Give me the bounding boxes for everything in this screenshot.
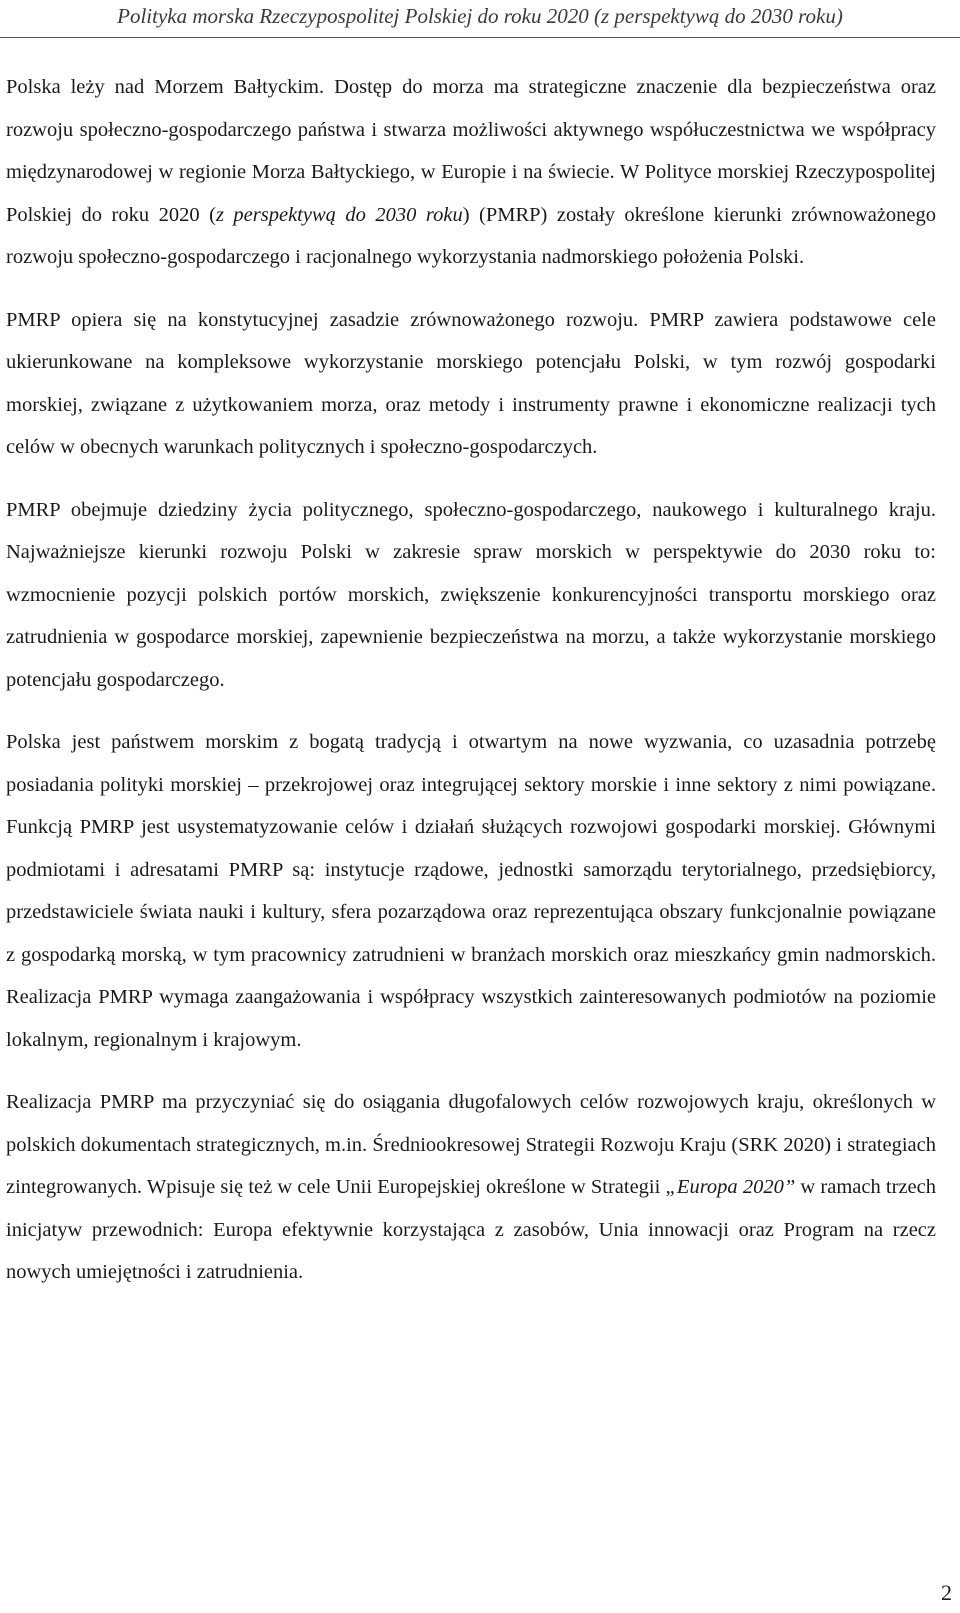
paragraph-1 [6,66,936,279]
paragraph-5-italic-title: „Europa 2020” [665,1176,796,1198]
header-divider [0,37,960,38]
paragraph-5-text-a: Realizacja PMRP ma przyczyniać się do osiągania długofalowych celów rozwojowych kraju, określonych w polskich dokumentach strategicznych, m.in. Średniookresowej Strategii Rozwoju Kraju (SRK 2020) i strategiach zintegrowanych. Wpisuje się też w cele Unii Europejskiej określone w Strategii [6,1091,936,1198]
paragraph-3: PMRP obejmuje dziedziny życia politycznego, społeczno-gospodarczego, naukowego i kulturalnego kraju. Najważniejsze kierunki rozwoju Polski w zakresie spraw morskich w perspektywie do 2030 roku to: wzmocnienie pozycji polskich portów morskich, zwiększenie konkurencyjności transportu morskiego oraz zatrudnienia w gospodarce morskiej, zapewnienie bezpieczeństwa na morzu, a także wykorzystanie morskiego potencjału gospodarczego. [6,498,936,691]
paragraph-4: Polska jest państwem morskim z bogatą tradycją i otwartym na nowe wyzwania, co uzasadnia potrzebę posiadania polityki morskiej – przekrojowej oraz integrującej sektory morskie i inne sektory z nimi powiązane. Funkcją PMRP jest usystematyzowanie celów i działań służących rozwojowi gospodarki morskiej. Głównymi podmiotami i adresatami PMRP są: instytucje rządowe, jednostki samorządu terytorialnego, przedsiębiorcy, przedstawiciele świata nauki i kultury, sfera pozarządowa oraz reprezentująca obszary funkcjonalnie powiązane z gospodarką morską, w tym pracownicy zatrudnieni w branżach morskich oraz mieszkańcy gmin nadmorskich. Realizacja PMRP wymaga zaangażowania i współpracy wszystkich zainteresowanych podmiotów na poziomie lokalnym, regionalnym i krajowym. [6,731,936,1051]
paragraph-1-text-c: ) (PMRP) zostały określone kierunki zrównoważonego rozwoju społeczno-gospodarczego i racjonalnego wykorzystania nadmorskiego położenia Polski. [6,203,937,268]
paragraph-5-text-c: w ramach trzech inicjatyw przewodnich: Europa efektywnie korzystająca z zasobów, Unia innowacji oraz Program na rzecz nowych umiejętności i zatrudnienia. [6,1176,936,1283]
paragraph-5 [6,1081,936,1294]
paragraph-1-text-a: Polska leży nad Morzem Bałtyckim. Dostęp do morza ma strategiczne znaczenie dla bezpieczeństwa oraz rozwoju społeczno-gospodarczego państwa i stwarza możliwości aktywnego współuczestnictwa we współpracy międzynarodowej w regionie Morza Bałtyckiego, w Europie i na świecie. W Polityce morskiej Rzeczypospolitej Polskiej do roku 2020 ( [6,76,936,226]
paragraph-2: PMRP opiera się na konstytucyjnej zasadzie zrównoważonego rozwoju. PMRP zawiera podstawowe cele ukierunkowane na kompleksowe wykorzystanie morskiego potencjału Polski, w tym rozwój gospodarki morskiej, związane z użytkowaniem morza, oraz metody i instrumenty prawne i ekonomiczne realizacji tych celów w obecnych warunkach politycznych i społeczno-gospodarczych. [6,308,936,458]
paragraph-1-italic-phrase: z perspektywą do 2030 roku [215,203,463,226]
page-number: 2 [941,1580,952,1605]
document-body [6,66,936,1314]
running-header: Polityka morska Rzeczypospolitej Polskiej do roku 2020 (z perspektywą do 2030 roku) [117,4,843,28]
